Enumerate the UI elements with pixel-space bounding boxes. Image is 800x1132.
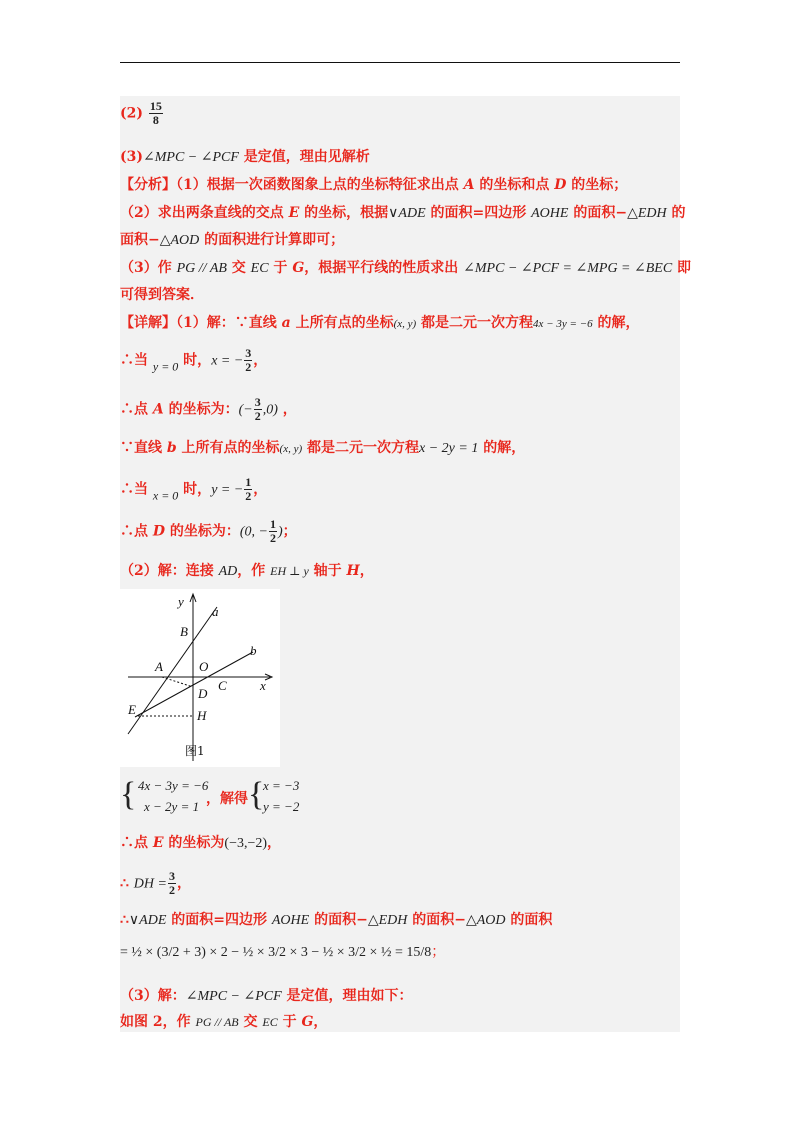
text-seg: 的面积− xyxy=(568,205,628,221)
math-seg: (− xyxy=(238,402,253,418)
math-seg: (x, y) xyxy=(279,443,303,455)
text-seg: 的面积− xyxy=(407,912,466,928)
label-y: y xyxy=(178,594,184,609)
math-seg: PG // AB xyxy=(176,261,227,276)
text-seg: 交 xyxy=(226,260,251,276)
figure-1 xyxy=(120,589,280,767)
system-eq-1: 4x − 3y = −6 xyxy=(138,778,209,793)
solution-x: x = −3 xyxy=(263,778,300,793)
detail-line-5 xyxy=(120,476,267,506)
angle-expression: ∠MPC − ∠PCF xyxy=(143,150,239,165)
detail-line-9 xyxy=(120,870,191,897)
text-seg: 的坐标为： xyxy=(163,401,239,418)
text-seg: 的坐标，根据 xyxy=(299,205,389,221)
math-seg: (x, y) xyxy=(393,318,417,330)
math-seg: △EDH xyxy=(627,206,667,221)
analysis-line-5: 可得到答案． xyxy=(120,287,204,303)
detail-line-12 xyxy=(120,1012,327,1032)
point-A: A xyxy=(152,401,164,418)
line-a: a xyxy=(281,315,291,331)
text-seg: ，作 xyxy=(237,563,271,579)
point-D: D xyxy=(152,523,166,540)
point-E: E xyxy=(152,835,164,851)
math-seg: AOHE xyxy=(531,206,569,221)
math-seg: y = − xyxy=(211,482,244,498)
text-seg: 轴于 xyxy=(308,563,347,579)
frac-num: 3 xyxy=(254,395,261,409)
text-seg: ∴点 xyxy=(120,401,153,418)
text-seg: ， xyxy=(267,835,282,851)
text-seg: （3）作 xyxy=(120,260,177,276)
point-E: E xyxy=(288,205,300,221)
math-seg: ,0) xyxy=(262,402,278,418)
text-seg: 的解， xyxy=(592,315,640,331)
frac-den: 8 xyxy=(152,113,159,127)
text-seg: 都是二元一次方程 xyxy=(416,315,534,331)
area-computation xyxy=(120,943,445,963)
point-G: G xyxy=(292,260,305,276)
text-seg: ∴当 xyxy=(120,481,153,498)
text-seg: 时， xyxy=(178,481,212,498)
analysis-line-4 xyxy=(120,258,691,279)
math-seg: △EDH xyxy=(367,913,408,928)
point-A: A xyxy=(463,177,475,193)
area-computation-text: = ½ × (3/2 + 3) × 2 − ½ × 3/2 × 3 − ½ × 3/2 × ½ = 15/8 xyxy=(120,945,432,960)
text-seg: 于 xyxy=(277,1014,302,1030)
text-seg: 面积− xyxy=(120,232,160,248)
text-seg: （2）解：连接 xyxy=(120,563,219,579)
figure-caption: 图1 xyxy=(185,744,205,758)
text-seg: ∵直线 xyxy=(120,440,167,456)
answer-3-text: 是定值，理由见解析 xyxy=(238,149,370,165)
figure-1-graph xyxy=(120,589,280,767)
text-seg: 的坐标； xyxy=(566,177,628,193)
math-seg: ∨ADE xyxy=(388,206,426,221)
label-D: D xyxy=(198,686,208,701)
solve-label: ，解得 xyxy=(206,791,248,807)
label-A: A xyxy=(155,659,163,674)
text-seg: ， xyxy=(277,401,297,418)
text-seg: 的坐标为： xyxy=(165,523,240,540)
label-H: H xyxy=(197,708,207,723)
detail-line-1 xyxy=(120,313,639,334)
text-seg: 即 xyxy=(672,260,692,276)
math-seg: x − 2y = 1 xyxy=(419,441,479,456)
math-seg: DH = xyxy=(133,876,167,892)
equation-system-1 xyxy=(120,775,210,819)
text-seg: ，根据平行线的性质求出 xyxy=(304,260,464,276)
math-seg: ∠MPC − ∠PCF = ∠MPG = ∠BEC xyxy=(463,261,673,276)
math-seg: PG // AB xyxy=(195,1015,239,1029)
equation-system-2 xyxy=(248,775,308,819)
math-seg: x = − xyxy=(211,353,244,369)
point-D: D xyxy=(554,177,567,193)
label-B: B xyxy=(180,624,188,639)
text-seg: ， xyxy=(359,563,374,579)
analysis-line-2 xyxy=(120,203,685,224)
text-seg: ， xyxy=(176,875,191,892)
top-rule xyxy=(120,62,680,63)
text-seg: 的面积进行计算即可； xyxy=(199,232,345,248)
text-seg: 的坐标和点 xyxy=(474,177,555,193)
math-seg: △AOD xyxy=(159,233,200,248)
text-seg: 的 xyxy=(666,205,686,221)
text-seg: ∴当 xyxy=(120,352,153,369)
text-seg: （1）解：∵直线 xyxy=(176,315,282,331)
text-seg: ； xyxy=(431,945,446,960)
text-seg: （3）解： xyxy=(120,988,186,1004)
detail-line-10 xyxy=(120,910,552,931)
detail-line-7 xyxy=(120,561,374,582)
text-seg: ∴点 xyxy=(120,835,153,851)
text-seg: ， xyxy=(253,352,268,369)
label-b: b xyxy=(250,643,257,658)
math-seg: EC xyxy=(250,261,269,276)
detail-line-4 xyxy=(120,438,525,459)
math-seg: ) xyxy=(278,524,283,540)
label-a: a xyxy=(212,604,219,619)
frac-den: 2 xyxy=(254,409,261,423)
fraction xyxy=(244,347,252,374)
math-seg: (0, − xyxy=(239,524,268,540)
frac-num: 15 xyxy=(149,99,162,113)
analysis-tag: 【分析】 xyxy=(120,177,176,193)
point-G: G xyxy=(301,1014,314,1030)
system-eq-2: x − 2y = 1 xyxy=(144,799,200,814)
answer-3-label: (3) xyxy=(120,149,143,165)
frac-num: 3 xyxy=(168,869,175,883)
frac-den: 2 xyxy=(245,360,252,374)
text-seg: ， xyxy=(253,481,268,498)
line-b xyxy=(135,652,253,717)
solution-y: y = −2 xyxy=(263,799,300,814)
answer-2-fraction xyxy=(149,100,163,127)
analysis-line-3 xyxy=(120,230,344,251)
detail-line-8 xyxy=(120,833,281,854)
frac-num: 1 xyxy=(245,475,252,489)
line-b: b xyxy=(166,440,177,456)
text-seg: 如图 2，作 xyxy=(120,1014,196,1030)
label-E: E xyxy=(128,702,136,717)
math-seg: AD xyxy=(218,564,238,579)
brace-icon: { xyxy=(248,776,265,813)
frac-num: 1 xyxy=(270,517,276,531)
math-seg: AOHE xyxy=(271,913,310,928)
frac-num: 3 xyxy=(245,346,252,360)
detail-tag: 【详解】 xyxy=(120,315,176,331)
segment-AD xyxy=(162,677,193,687)
fraction xyxy=(254,396,262,423)
label-O: O xyxy=(199,659,209,674)
detail-line-3 xyxy=(120,396,297,423)
text-seg: 的坐标为 xyxy=(163,835,225,851)
math-seg: ∠MPC − ∠PCF xyxy=(185,989,282,1004)
label-C: C xyxy=(218,678,227,693)
point-H: H xyxy=(346,563,360,579)
math-seg: EH ⊥ y xyxy=(270,564,309,578)
fraction xyxy=(168,870,176,897)
answer-3 xyxy=(120,147,370,168)
detail-line-6 xyxy=(120,518,297,545)
text-seg: 的面积=四边形 xyxy=(166,912,272,928)
text-seg: 于 xyxy=(268,260,293,276)
text-seg: ， xyxy=(313,1014,328,1030)
detail-line-2 xyxy=(120,347,267,377)
text-seg: 时， xyxy=(178,352,212,369)
math-seg: 4x − 3y = −6 xyxy=(533,318,593,330)
text-seg: ； xyxy=(282,523,297,540)
text-seg: （1）根据一次函数图象上点的坐标特征求出点 xyxy=(176,177,464,193)
text-seg: 的面积− xyxy=(309,912,368,928)
brace-icon: { xyxy=(120,776,137,813)
text-seg: （2）求出两条直线的交点 xyxy=(120,205,289,221)
answer-2-label: (2) xyxy=(120,105,143,122)
math-seg: y = 0 xyxy=(152,359,179,374)
text-seg: ∴ xyxy=(120,912,129,928)
answer-2 xyxy=(120,100,164,127)
math-seg: x = 0 xyxy=(152,488,179,503)
text-seg: 的解， xyxy=(478,440,526,456)
math-seg: ∨ADE xyxy=(128,913,167,928)
math-seg: EC xyxy=(262,1015,278,1029)
text-seg: 的面积 xyxy=(505,912,553,928)
fraction xyxy=(244,476,252,503)
text-seg: ∴点 xyxy=(120,523,153,540)
label-x: x xyxy=(260,678,266,693)
text-seg: 都是二元一次方程 xyxy=(302,440,420,456)
frac-den: 2 xyxy=(270,531,276,545)
math-seg: △AOD xyxy=(465,913,506,928)
text-seg: 的面积=四边形 xyxy=(425,205,532,221)
math-seg: (−3,−2) xyxy=(224,836,268,851)
frac-den: 2 xyxy=(245,489,252,503)
detail-line-11 xyxy=(120,986,413,1007)
analysis-line-1 xyxy=(120,175,627,195)
text-seg: ∴ xyxy=(120,875,134,892)
frac-den: 2 xyxy=(168,883,175,897)
text-seg: 是定值，理由如下： xyxy=(281,988,413,1004)
fraction xyxy=(269,518,277,545)
text-seg: 上所有点的坐标 xyxy=(290,315,394,331)
text-seg: 交 xyxy=(238,1014,263,1030)
text-seg: 上所有点的坐标 xyxy=(176,440,280,456)
